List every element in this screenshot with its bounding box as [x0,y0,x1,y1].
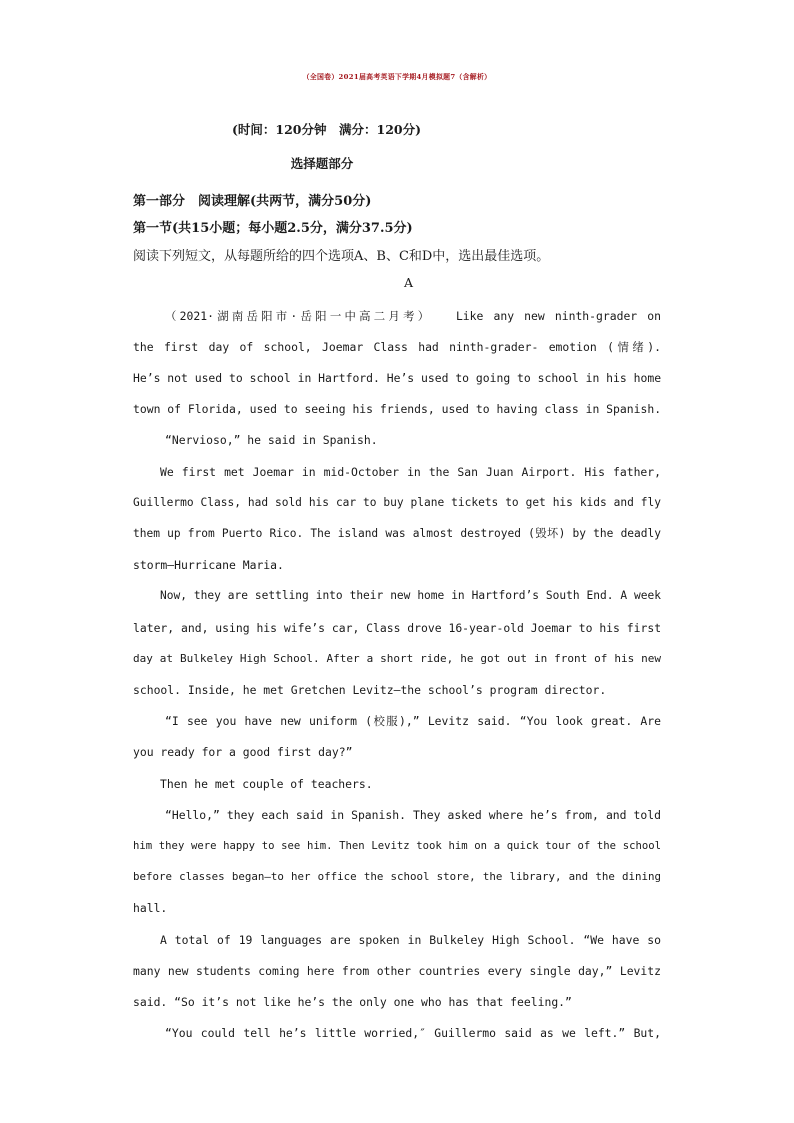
passage-line: We first met Joemar in mid-October in the San Juan Airport. His father, [160,465,661,479]
passage-line: day at Bulkeley High School. After a short ride, he got out in front of his new [133,652,661,665]
section-heading: 选择题部分 [290,156,354,171]
passage-line: before classes began—to her office the school store, the library, and the dining [133,870,661,883]
passage-line: （2021·湖南岳阳市·岳阳一中高二月考） Like any new ninth-grader on [165,309,661,323]
passage-line: later, and, using his wife’s car, Class drove 16-year-old Joemar to his first [133,621,662,635]
passage-line: him they were happy to see him. Then Levitz took him on a quick tour of the school [133,840,661,852]
passage-line: He’s not used to school in Hartford. He’s used to going to school in his home [133,371,662,385]
passage-line: school. Inside, he met Gretchen Levitz—the school’s program director. [133,683,607,697]
document-title: （全国卷）2021届高考英语下学期4月模拟题7（含解析） [302,73,492,81]
section-heading-1: 第一节(共15小题；每小题2.5分，满分37.5分) [133,221,413,236]
passage-line: town of Florida, used to seeing his friends, used to having class in Spanish. [133,402,662,416]
passage-line: them up from Puerto Rico. The island was almost destroyed (毁坏) by the deadly [133,527,661,540]
passage-line: hall. [133,901,168,915]
passage-line: storm—Hurricane Maria. [133,558,284,572]
exam-meta: (时间：120分钟 满分：120分) [232,122,422,137]
part-heading: 第一部分 阅读理解(共两节，满分50分) [133,194,372,209]
passage-line: “You could tell he’s little worried,″ Guillermo said as we left.” But, [165,1026,661,1040]
passage-line: “I see you have new uniform (校服),” Levitz said. “You look great. Are [165,714,661,728]
passage-line: said. “So it’s not like he’s the only one who has that feeling.” [133,995,572,1009]
passage-line: Guillermo Class, had sold his car to buy plane tickets to get his kids and fly [133,496,661,509]
passage-line: “Hello,” they each said in Spanish. They asked where he’s from, and told [165,808,661,822]
passage-line: many new students coming here from other countries every single day,” Levitz [133,964,661,978]
passage-line: “Nervioso,” he said in Spanish. [165,433,378,447]
passage-line: you ready for a good first day?” [133,745,353,759]
instruction-text: 阅读下列短文，从每题所给的四个选项A、B、C和D中，选出最佳选项。 [133,249,550,264]
passage-line: Then he met couple of teachers. [160,777,373,791]
passage-label: A [404,275,414,290]
passage-line: Now, they are settling into their new home in Hartford’s South End. A week [160,589,661,602]
passage-line: the first day of school, Joemar Class had ninth-grader- emotion (情绪). [133,340,661,354]
passage-line: A total of 19 languages are spoken in Bulkeley High School. “We have so [160,933,661,947]
